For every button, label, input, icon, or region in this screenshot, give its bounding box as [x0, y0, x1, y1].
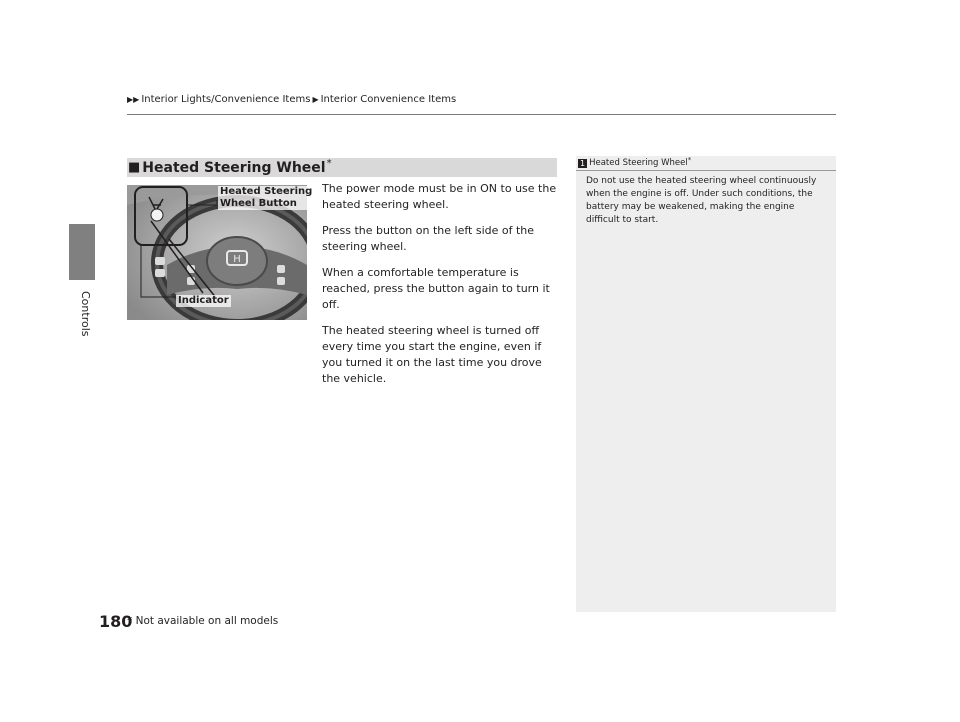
sidebar-marker: * [687, 156, 692, 164]
section-title: Heated Steering Wheel [142, 159, 326, 176]
section-header [127, 158, 557, 177]
chapter-label: Controls [79, 291, 92, 337]
paragraph: The heated steering wheel is turned off every time you start the engine, even if you turned it on the last time you drove the vehicle. [322, 324, 542, 385]
header-rule [127, 114, 836, 115]
paragraph: When a comfortable temperature is reached, press the button again to turn it off. [322, 266, 550, 311]
callout-heated-steering-wheel-button [218, 186, 314, 210]
section-marker: * [326, 158, 332, 169]
breadcrumb-arrow-icon: ▶▶ [127, 95, 140, 104]
sidebar-note [576, 156, 836, 612]
footnote: * Not available on all models [127, 615, 279, 627]
callout-indicator: Indicator [178, 295, 229, 306]
breadcrumb-item[interactable]: Interior Convenience Items [320, 94, 457, 105]
svg-text:H: H [233, 254, 241, 265]
square-bullet-icon: ■ [128, 160, 141, 175]
sidebar-title[interactable]: Heated Steering Wheel [589, 158, 688, 168]
body-text [322, 181, 562, 397]
breadcrumb-arrow-icon: ▶ [312, 95, 319, 104]
callout-line: Wheel Button [220, 198, 297, 209]
paragraph: The power mode must be in ON to use the heated steering wheel. [322, 182, 557, 211]
callout-line: Heated Steering [220, 186, 313, 197]
chapter-tab [69, 224, 95, 280]
page-number: 180 [99, 612, 133, 631]
sidebar-header [576, 156, 836, 171]
note-number-badge: 1 [580, 158, 586, 168]
breadcrumb [127, 94, 456, 105]
breadcrumb-item[interactable]: Interior Lights/Convenience Items [141, 94, 311, 105]
paragraph: Press the button on the left side of the steering wheel. [322, 224, 535, 253]
sidebar-text: Do not use the heated steering wheel continuously when the engine is off. Under such conditions, the battery may be weakened, making the engine difficult to start. [586, 176, 817, 225]
